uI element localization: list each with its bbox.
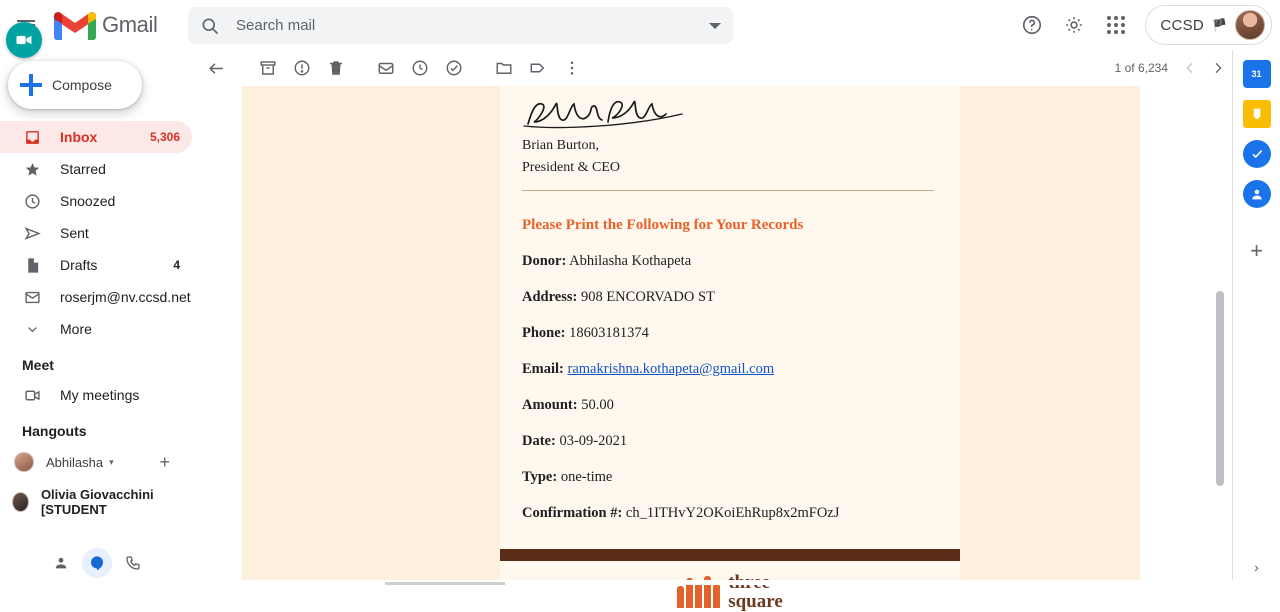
divider bbox=[522, 190, 934, 191]
field-value: 908 ENCORVADO ST bbox=[580, 289, 715, 305]
back-arrow-icon[interactable] bbox=[200, 52, 232, 84]
draft-icon bbox=[22, 255, 42, 275]
top-bar bbox=[0, 0, 1280, 50]
compose-label: Compose bbox=[52, 77, 112, 93]
email-body-pane bbox=[192, 86, 1240, 612]
hangouts-user-name: Abhilasha bbox=[46, 454, 104, 470]
add-panel-button[interactable]: + bbox=[1250, 238, 1263, 263]
handwritten-signature-brian-burton bbox=[522, 92, 692, 132]
field-donor bbox=[522, 253, 942, 270]
sidebar-item-label: Snoozed bbox=[60, 193, 116, 209]
footer-logo-text bbox=[728, 573, 783, 611]
footer-divider-bar bbox=[500, 549, 960, 561]
star-icon bbox=[22, 159, 42, 179]
records-heading: Please Print the Following for Your Records bbox=[522, 217, 804, 233]
archive-icon[interactable] bbox=[252, 52, 284, 84]
message-toolbar bbox=[192, 50, 1232, 86]
label-icon bbox=[22, 287, 42, 307]
hangouts-section-title: Hangouts bbox=[22, 423, 87, 439]
gmail-logo[interactable] bbox=[54, 10, 157, 41]
chevron-down-icon[interactable] bbox=[697, 8, 733, 44]
drafts-count: 4 bbox=[173, 258, 180, 272]
contacts-icon[interactable] bbox=[1243, 180, 1271, 208]
compose-button[interactable] bbox=[8, 61, 142, 109]
window-bottom-strip bbox=[0, 580, 1280, 585]
contacts-icon[interactable] bbox=[46, 548, 76, 578]
next-icon[interactable] bbox=[1204, 54, 1232, 82]
hangouts-icon[interactable] bbox=[82, 548, 112, 578]
sidebar-item-label-roserjm[interactable] bbox=[0, 281, 192, 313]
sidebar bbox=[0, 50, 192, 585]
chevron-down-icon[interactable]: ▾ bbox=[109, 456, 114, 467]
sidebar-item-label: roserjm@nv.ccsd.net bbox=[60, 289, 191, 305]
field-label: Confirmation #: bbox=[522, 505, 623, 521]
report-spam-icon[interactable] bbox=[286, 52, 318, 84]
sidebar-item-label: Inbox bbox=[60, 129, 98, 145]
avatar bbox=[12, 492, 29, 512]
field-confirmation bbox=[522, 505, 942, 522]
plus-icon bbox=[20, 74, 42, 96]
chevron-down-icon bbox=[22, 319, 42, 339]
email-content bbox=[522, 86, 942, 522]
search-icon[interactable] bbox=[200, 16, 220, 36]
clock-icon bbox=[22, 191, 42, 211]
sidebar-item-label: Sent bbox=[60, 225, 89, 241]
hangouts-current-user[interactable] bbox=[0, 445, 192, 479]
tasks-icon[interactable] bbox=[1243, 140, 1271, 168]
sidebar-item-label: My meetings bbox=[60, 387, 140, 403]
field-address bbox=[522, 289, 942, 306]
sidebar-item-more[interactable] bbox=[0, 313, 192, 345]
sidebar-item-snoozed[interactable] bbox=[0, 185, 192, 217]
flag-icon: 🏴 bbox=[1212, 18, 1227, 32]
delete-icon[interactable] bbox=[320, 52, 352, 84]
previous-icon[interactable] bbox=[1176, 54, 1204, 82]
taskbar-item[interactable] bbox=[385, 582, 505, 585]
avatar[interactable] bbox=[1235, 10, 1265, 40]
pagination-status: 1 of 6,234 bbox=[1114, 61, 1168, 75]
mailbox-nav bbox=[0, 121, 192, 345]
field-value: 50.00 bbox=[581, 397, 614, 413]
calendar-icon[interactable] bbox=[1243, 60, 1271, 88]
sidebar-item-my-meetings[interactable] bbox=[0, 379, 192, 411]
meet-badge-icon[interactable] bbox=[6, 22, 42, 58]
calendar-day-label: 31 bbox=[1251, 69, 1262, 79]
sidebar-item-inbox[interactable] bbox=[0, 121, 192, 153]
sidebar-item-label: Drafts bbox=[60, 257, 98, 273]
field-amount bbox=[522, 397, 942, 414]
keep-icon[interactable] bbox=[1243, 100, 1271, 128]
account-chip[interactable] bbox=[1145, 5, 1272, 45]
apps-grid-icon[interactable] bbox=[1098, 7, 1134, 43]
snooze-icon[interactable] bbox=[404, 52, 436, 84]
signer-title: President & CEO bbox=[522, 160, 620, 175]
top-bar-right bbox=[1011, 0, 1280, 50]
move-to-icon[interactable] bbox=[488, 52, 520, 84]
field-email bbox=[522, 361, 942, 378]
side-panel bbox=[1232, 50, 1280, 585]
field-value: ch_1ITHvY2OKoiEhRup8x2mFOzJ bbox=[625, 505, 840, 521]
video-camera-icon bbox=[22, 385, 42, 405]
field-label: Address: bbox=[522, 289, 578, 305]
sidebar-bottom-bar bbox=[0, 541, 192, 585]
sidebar-item-starred[interactable] bbox=[0, 153, 192, 185]
logo-line-2: square bbox=[728, 591, 783, 612]
message-scrollbar-thumb[interactable] bbox=[1216, 291, 1224, 486]
inbox-icon bbox=[22, 127, 42, 147]
plus-icon[interactable]: + bbox=[159, 451, 170, 472]
gear-icon[interactable] bbox=[1056, 7, 1092, 43]
sidebar-item-label: More bbox=[60, 321, 92, 337]
add-to-tasks-icon[interactable] bbox=[438, 52, 470, 84]
mark-unread-icon[interactable] bbox=[370, 52, 402, 84]
gmail-m-icon bbox=[54, 10, 96, 41]
search-input[interactable] bbox=[234, 16, 697, 35]
more-options-icon[interactable] bbox=[556, 52, 588, 84]
message-scrollbar-track[interactable] bbox=[1224, 86, 1232, 585]
chevron-right-icon[interactable]: › bbox=[1254, 559, 1259, 575]
gmail-wordmark: Gmail bbox=[102, 12, 158, 37]
field-label: Donor: bbox=[522, 253, 567, 269]
field-label: Phone: bbox=[522, 325, 566, 341]
sidebar-item-drafts[interactable] bbox=[0, 249, 192, 281]
field-label: Type: bbox=[522, 469, 558, 485]
three-square-logo-icon bbox=[677, 573, 783, 611]
signer-name: Brian Burton, bbox=[522, 138, 599, 153]
send-icon bbox=[22, 223, 42, 243]
field-label: Email: bbox=[522, 361, 564, 377]
field-value: 18603181374 bbox=[569, 325, 649, 341]
labels-icon[interactable] bbox=[522, 52, 554, 84]
search-bar[interactable] bbox=[188, 7, 733, 44]
email-link[interactable]: ramakrishna.kothapeta@gmail.com bbox=[567, 361, 775, 377]
field-label: Amount: bbox=[522, 397, 578, 413]
field-date bbox=[522, 433, 942, 450]
field-label: Date: bbox=[522, 433, 556, 449]
field-value: Abhilasha Kothapeta bbox=[569, 253, 692, 269]
list-item[interactable] bbox=[0, 485, 192, 519]
meet-section-title: Meet bbox=[22, 357, 54, 373]
avatar bbox=[14, 452, 34, 472]
help-icon[interactable] bbox=[1014, 7, 1050, 43]
sidebar-item-sent[interactable] bbox=[0, 217, 192, 249]
inbox-unread-count: 5,306 bbox=[149, 130, 180, 144]
field-phone bbox=[522, 325, 942, 342]
field-type bbox=[522, 469, 942, 486]
sidebar-item-label: Starred bbox=[60, 161, 106, 177]
hangouts-contact-name: Olivia Giovacchini [STUDENT bbox=[40, 487, 154, 517]
field-value: 03-09-2021 bbox=[559, 433, 628, 449]
account-name: CCSD bbox=[1160, 16, 1205, 34]
phone-icon[interactable] bbox=[118, 548, 148, 578]
field-value: one-time bbox=[560, 469, 613, 485]
